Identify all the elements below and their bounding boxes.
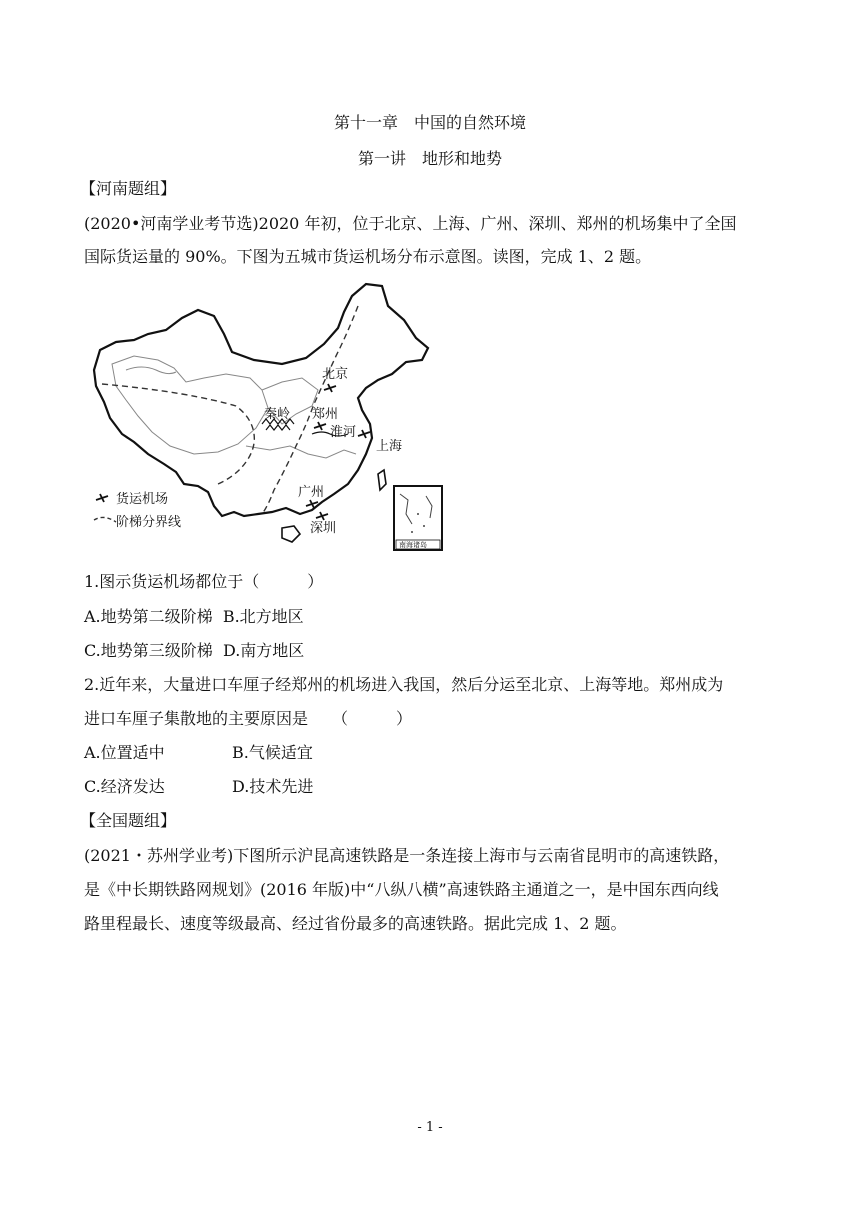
map-label-guangzhou: 广州 <box>298 485 325 500</box>
map-legend <box>94 491 181 530</box>
map-label-qinling: 秦岭 <box>264 407 291 422</box>
map-label-zhengzhou: 郑州 <box>312 407 339 422</box>
q1-options-row1 <box>84 604 304 627</box>
legend-boundary-label: 阶梯分界线 <box>116 515 182 530</box>
q2-stem-line1: 2.近年来，大量进口车厘子经郑州的机场进入我国，然后分运至北京、上海等地。郑州成为 <box>84 675 724 694</box>
map-label-shanghai: 上海 <box>376 439 403 454</box>
national-group-heading: 【全国题组】 <box>80 811 177 830</box>
national-intro-line3: 路里程最长、速度等级最高、经过省份最多的高速铁路。据此完成 1、2 题。 <box>84 914 627 933</box>
q1-options-row2 <box>84 638 304 661</box>
q2-option-a: A.位置适中 <box>84 743 165 762</box>
henan-group-heading: 【河南题组】 <box>80 179 177 198</box>
map-svg <box>86 278 450 554</box>
map-label-shenzhen: 深圳 <box>310 521 337 536</box>
national-intro-line1: (2021・苏州学业考)下图所示沪昆高速铁路是一条连接上海市与云南省昆明市的高速铁路， <box>84 846 730 865</box>
hainan-island <box>282 526 300 542</box>
airport-marker-beijing <box>324 384 336 392</box>
airport-marker-shenzhen <box>316 512 328 520</box>
legend-airport-label: 货运机场 <box>116 492 169 507</box>
q1-stem: 1.图示货运机场都位于（ ） <box>84 572 324 591</box>
henan-intro-line2: 国际货运量的 90%。下图为五城市货运机场分布示意图。读图，完成 1、2 题。 <box>84 247 652 266</box>
legend-boundary-icon <box>94 517 116 522</box>
map-label-beijing: 北京 <box>322 367 349 382</box>
q1-option-c: C.地势第三级阶梯 <box>84 641 213 660</box>
airport-marker-zhengzhou <box>314 422 326 430</box>
lesson-title: 第一讲 地形和地势 <box>357 149 502 168</box>
page-number: - 1 - <box>417 1120 443 1135</box>
map-label-huaihe: 淮河 <box>330 425 357 440</box>
national-intro-line2: 是《中长期铁路网规划》(2016 年版)中“八纵八横”高速铁路主通道之一，是中国东西向线 <box>84 880 719 899</box>
q2-option-b: B.气候适宜 <box>232 743 313 762</box>
q1-option-a: A.地势第二级阶梯 <box>84 607 213 626</box>
q2-option-c: C.经济发达 <box>84 777 165 796</box>
airport-marker-shanghai <box>358 430 370 438</box>
south-sea-inset <box>394 486 442 550</box>
legend-airport-icon <box>96 494 108 502</box>
taiwan-island <box>378 470 386 490</box>
inner-boundary-4 <box>126 367 176 374</box>
china-outline <box>94 284 428 516</box>
inner-boundary-3 <box>246 446 356 458</box>
henan-intro-line1: (2020•河南学业考节选)2020 年初，位于北京、上海、广州、深圳、郑州的机场集中了全国 <box>84 214 737 233</box>
chapter-title: 第十一章 中国的自然环境 <box>333 113 526 132</box>
q2-stem-line2: 进口车厘子集散地的主要原因是 （ ） <box>84 709 413 728</box>
q1-option-b: B.北方地区 <box>222 607 304 626</box>
china-airport-map <box>86 278 450 554</box>
south-sea-label: 南海诸岛 <box>399 541 427 549</box>
q1-option-d: D.南方地区 <box>222 641 305 660</box>
q2-option-d: D.技术先进 <box>232 777 314 796</box>
qinghai-tibet-plateau <box>112 356 268 454</box>
